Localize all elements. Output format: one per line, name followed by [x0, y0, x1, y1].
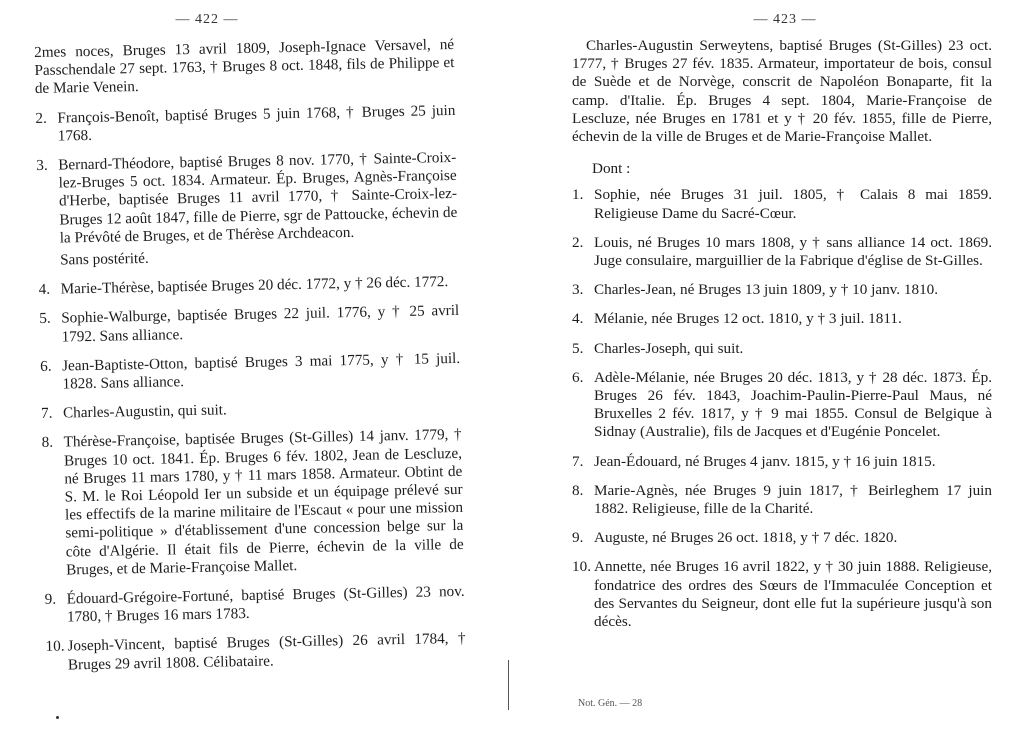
list-item: 7. Jean-Édouard, né Bruges 4 janv. 1815, y † 16 juin 1815.	[572, 452, 936, 470]
sans-posterite-note: Sans postérité.	[59, 249, 149, 269]
gutter-line	[508, 660, 509, 710]
list-item: 8. Marie-Agnès, née Bruges 9 juin 1817, † Beirleghem 17 juin 1882. Religieuse, fille de la Charité.	[572, 481, 992, 518]
continued-entry: 2mes noces, Bruges 13 avril 1809, Joseph-Ignace Versavel, né Passchendale 27 sept. 1763, † Bruges 8 oct. 1848, fils de Philippe et de Marie Venein.	[34, 35, 455, 98]
list-item: 6. Jean-Baptiste-Otton, baptisé Bruges 3 mai 1775, y † 15 juil. 1828. Sans alliance.	[40, 349, 461, 393]
list-item: 3. Bernard-Théodore, baptisé Bruges 8 nov. 1770, † Sainte-Croix-lez-Bruges 5 oct. 1834. Armateur. Ép. Bruges, Agnès-Françoise d'Herbe, baptisée Bruges 11 avril 1770, † Sainte-Croix-lez-Bruges 12 août 1847, fille de Pierre, sgr de Pattoucke, échevin de la Prévôté de Bruges, et de Thérèse Archdeacon.	[36, 148, 458, 247]
list-item: 1. Sophie, née Bruges 31 juil. 1805, † Calais 8 mai 1859. Religieuse Dame du Sacré-Cœur.	[572, 186, 992, 222]
left-page	[0, 0, 510, 734]
page-number-right: — 423 —	[753, 12, 817, 27]
list-item: 5. Charles-Joseph, qui suit.	[572, 339, 744, 357]
ink-speck	[56, 716, 59, 719]
list-item: 4. Mélanie, née Bruges 12 oct. 1810, y † 3 juil. 1811.	[572, 310, 902, 328]
list-item: 6. Adèle-Mélanie, née Bruges 20 déc. 1813, y † 28 déc. 1873. Ép. Bruges 26 fév. 1843, Joachim-Paulin-Pierre-Paul Maus, né Bruxelles 2 fév. 1817, y † 9 mai 1855. Consul de Belgique à Sidnay (Australie), fils de Jacques et d'Eugénie Poncelet.	[572, 368, 992, 441]
list-item: 5. Sophie-Walburge, baptisée Bruges 22 juil. 1776, y † 25 avril 1792. Sans alliance.	[39, 302, 460, 346]
list-item: 10. Annette, née Bruges 16 avril 1822, y † 30 juin 1888. Religieuse, fondatrice des ordres des Sœurs de l'Immaculée Conception et des Servantes du Seigneur, dont elle fut la supérieure jusqu'à son décès.	[572, 558, 992, 631]
page-number-left: — 422 —	[175, 12, 239, 27]
right-page-text	[572, 37, 992, 642]
left-page-text	[34, 36, 466, 686]
list-item: 2. Louis, né Bruges 10 mars 1808, y † sans alliance 14 oct. 1869. Juge consulaire, marguillier de la Fabrique d'église de St-Gilles.	[572, 233, 992, 270]
page-footer: Not. Gén. — 28	[578, 698, 643, 709]
list-item: 7. Charles-Augustin, qui suit.	[40, 401, 227, 423]
dont-heading: Dont :	[592, 160, 631, 178]
list-item: 10. Joseph-Vincent, baptisé Bruges (St-Gilles) 26 avril 1784, † Bruges 29 avril 1808. Célibataire.	[45, 630, 466, 674]
list-item: 9. Auguste, né Bruges 26 oct. 1818, y † 7 déc. 1820.	[572, 529, 898, 547]
right-page	[514, 0, 1024, 734]
list-item: 9. Édouard-Grégoire-Fortuné, baptisé Bruges (St-Gilles) 23 nov. 1780, † Bruges 16 mars 1783.	[44, 582, 465, 626]
list-item: 2. François-Benoît, baptisé Bruges 5 juin 1768, † Bruges 25 juin 1768.	[35, 101, 456, 145]
list-item: 4. Marie-Thérèse, baptisée Bruges 20 déc. 1772, y † 26 déc. 1772.	[38, 273, 449, 299]
list-item: 8. Thérèse-Françoise, baptisée Bruges (St-Gilles) 14 janv. 1779, † Bruges 10 oct. 1841. Ép. Bruges 6 fév. 1802, Jean de Lescluze, né Bruges 11 mars 1780, y † 11 mars 1858. Armateur. Obtint de S. M. le Roi Léopold Ier un subside et un équipage prélevé sur les effectifs de la marine militaire de l'Escaut « pour une mission semi-politique » d'établissement d'une concession belge sur la côte d'Algérie. Il était fils de Pierre, échevin de la ville de Bruges, et de Marie-Françoise Mallet.	[41, 426, 464, 579]
main-entry: Charles-Augustin Serweytens, baptisé Bruges (St-Gilles) 23 oct. 1777, † Bruges 27 fév. 1835. Armateur, importateur de bois, consul de Suède et de Norvège, conscrit de Napoléon Bonaparte, fit la camp. d'Italie. Ép. Bruges 4 sept. 1804, Marie-Françoise de Lescluze, née Bruges en 1781 et y † 20 fév. 1855, fille de Pierre, échevin de la ville de Bruges et de Marie-Françoise Mallet.	[572, 37, 992, 146]
list-item: 3. Charles-Jean, né Bruges 13 juin 1809, y † 10 janv. 1810.	[572, 281, 939, 299]
